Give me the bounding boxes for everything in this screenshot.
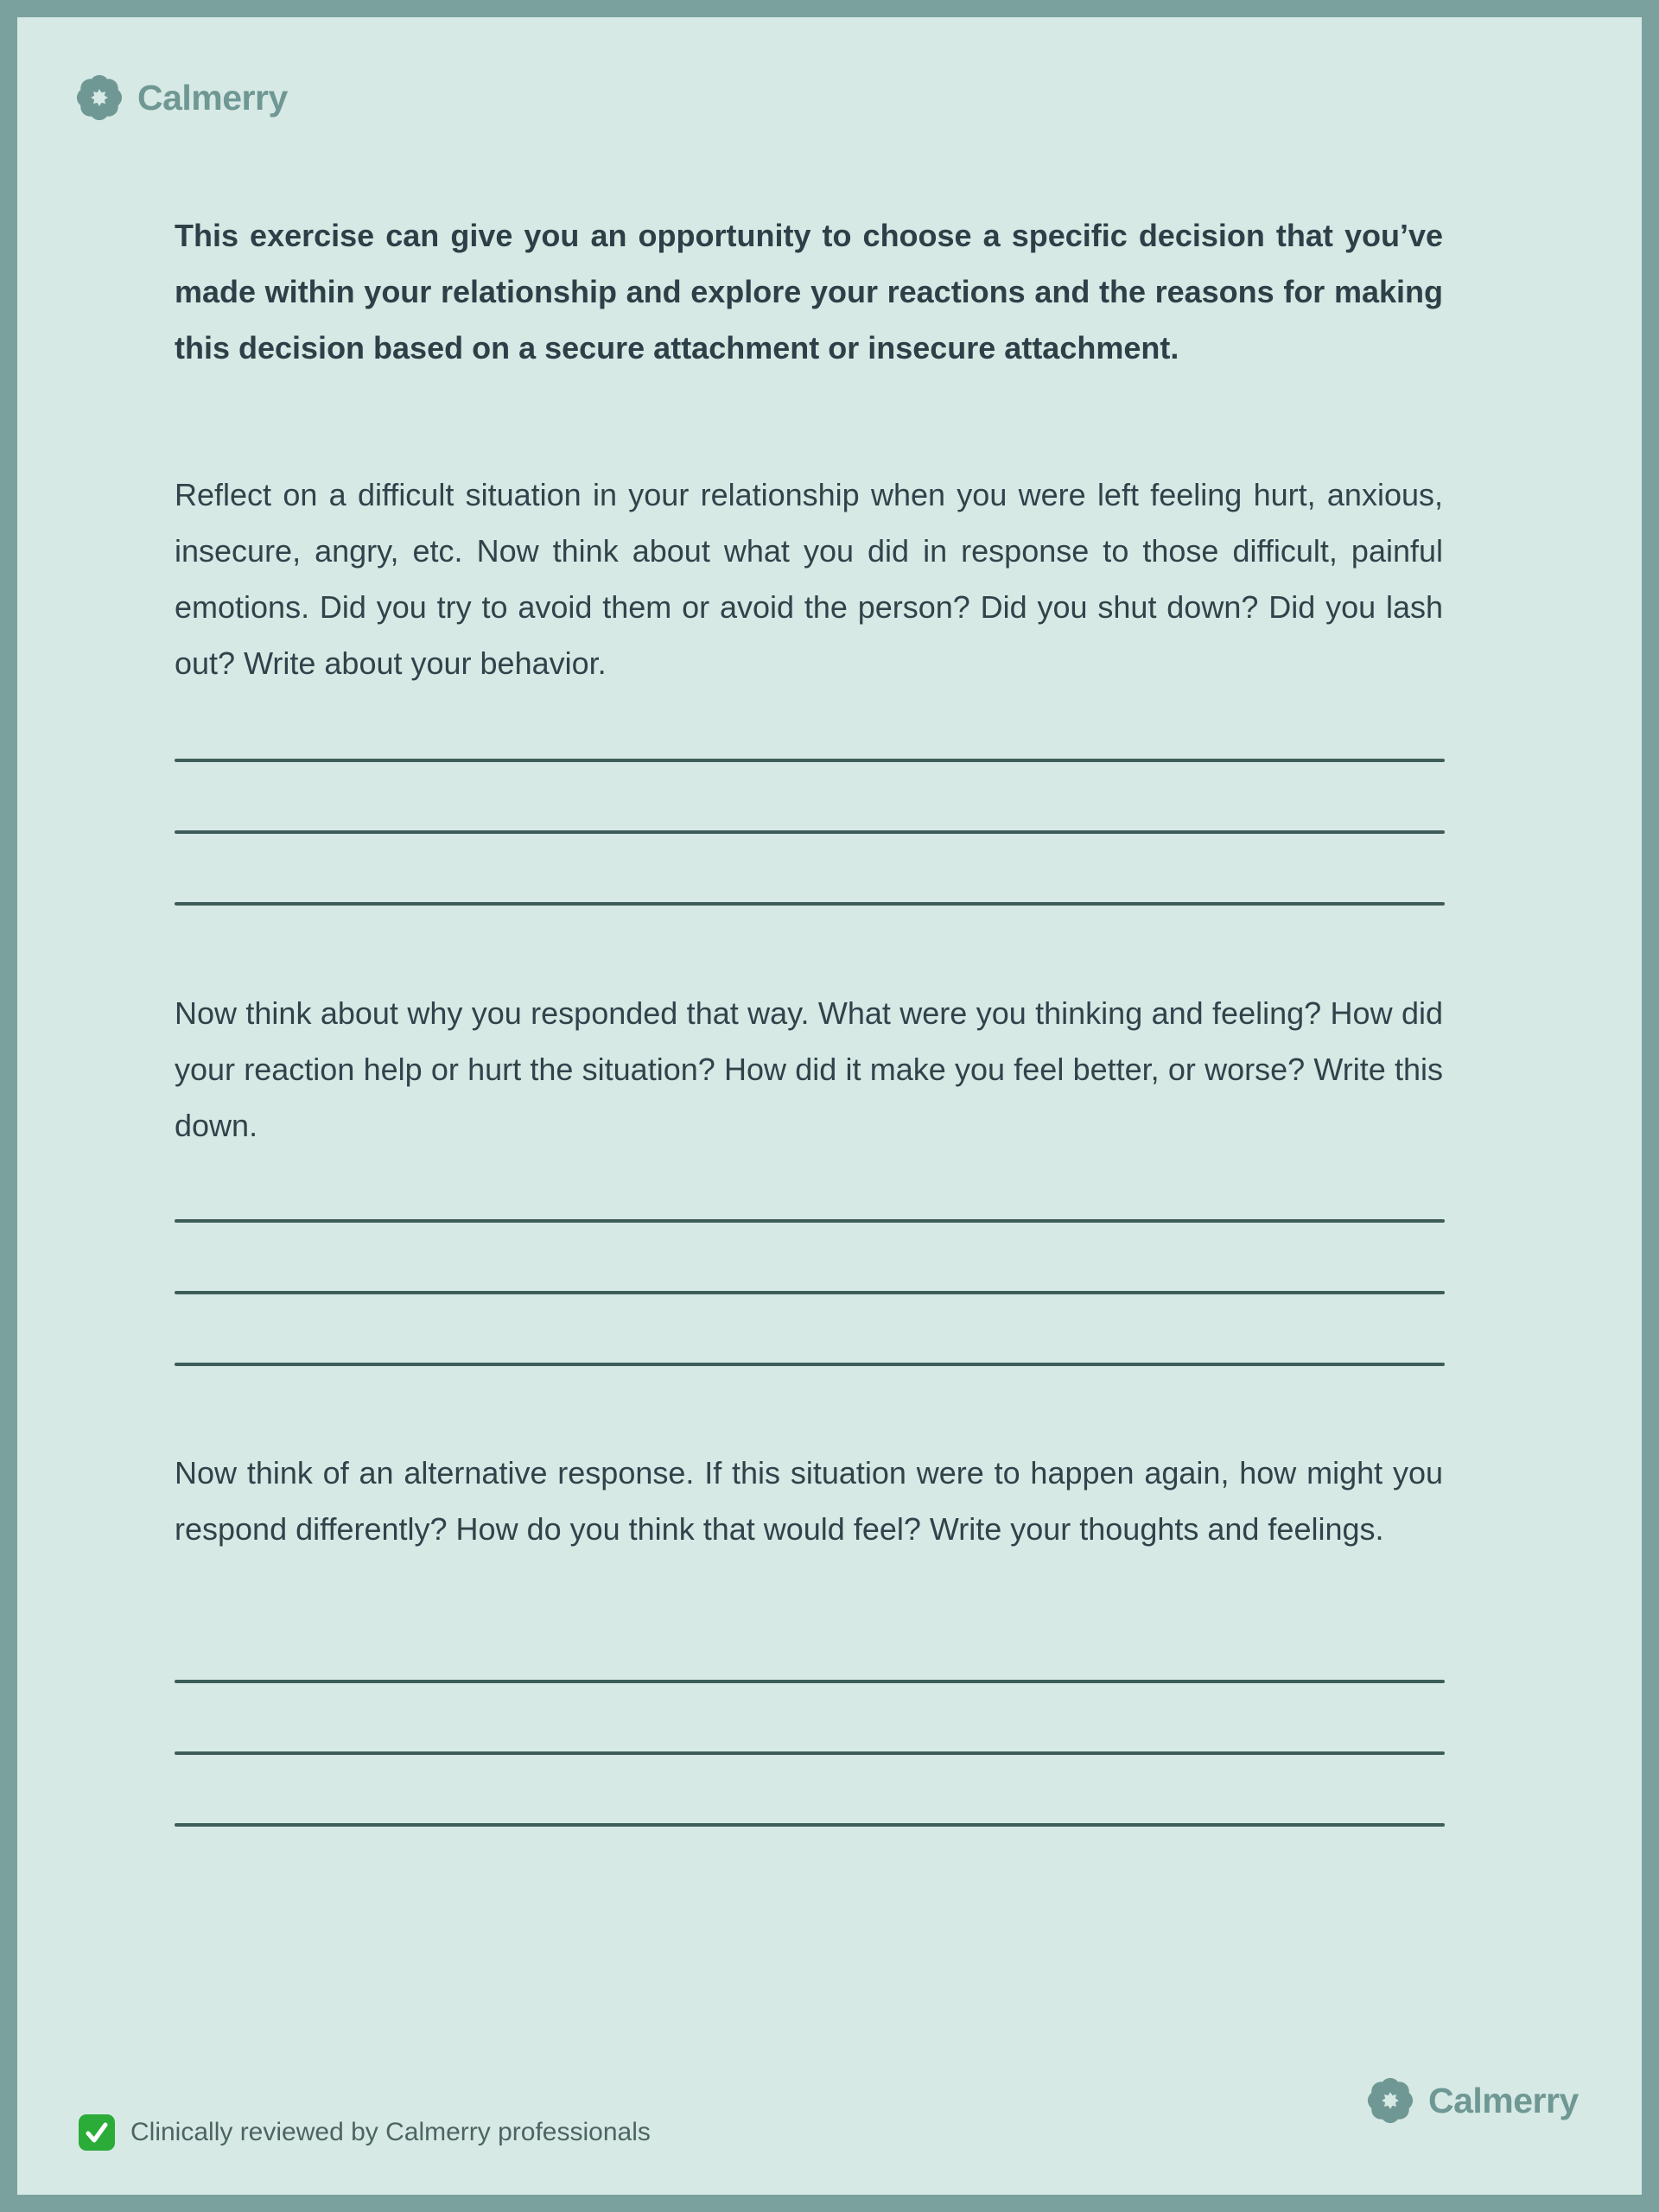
answer-line[interactable] xyxy=(175,1823,1445,1827)
footer-review xyxy=(78,2113,651,2152)
brand-wordmark: Calmerry xyxy=(1428,2080,1579,2120)
answer-line[interactable] xyxy=(175,1680,1445,1683)
prompt-paragraph-3: Now think of an alternative response. If this situation were to happen again, how might you respond differently? How do you think that would feel? Write your thoughts and feelings. xyxy=(175,1455,1443,1547)
prompt-paragraph-2: Now think about why you responded that way. What were you thinking and feeling? How did your reaction help or hurt the situation? How did it make you feel better, or worse? Write this down. xyxy=(175,995,1443,1143)
answer-line[interactable] xyxy=(175,902,1445,906)
check-icon xyxy=(78,2113,116,2152)
answer-line[interactable] xyxy=(175,1219,1445,1223)
prompt-paragraph-1: Reflect on a difficult situation in your relationship when you were left feeling hurt, anxious, insecure, angry, etc. Now think about what you did in response to those difficult, painful emotions. Did you try to avoid them or avoid the person? Did you shut down? Did you lash out? Write about your behavior. xyxy=(175,477,1443,681)
answer-line[interactable] xyxy=(175,1291,1445,1294)
intro-paragraph: This exercise can give you an opportunity to choose a specific decision that you’ve made within your relationship and explore your reactions and the reasons for making this decision based on a secure attachment or insecure attachment. xyxy=(175,218,1443,365)
brand-wordmark: Calmerry xyxy=(137,77,288,118)
calmerry-flower-icon xyxy=(1367,2077,1414,2124)
calmerry-flower-icon xyxy=(76,74,123,121)
review-note: Clinically reviewed by Calmerry professionals xyxy=(130,2118,651,2146)
calmerry-logo-header xyxy=(76,74,288,121)
answer-area-2 xyxy=(175,1219,1445,1366)
answer-line[interactable] xyxy=(175,1751,1445,1755)
answer-line[interactable] xyxy=(175,759,1445,762)
answer-area-1 xyxy=(175,759,1445,906)
answer-line[interactable] xyxy=(175,1363,1445,1366)
answer-line[interactable] xyxy=(175,830,1445,834)
calmerry-logo-footer xyxy=(1367,2077,1579,2124)
answer-area-3 xyxy=(175,1680,1445,1827)
